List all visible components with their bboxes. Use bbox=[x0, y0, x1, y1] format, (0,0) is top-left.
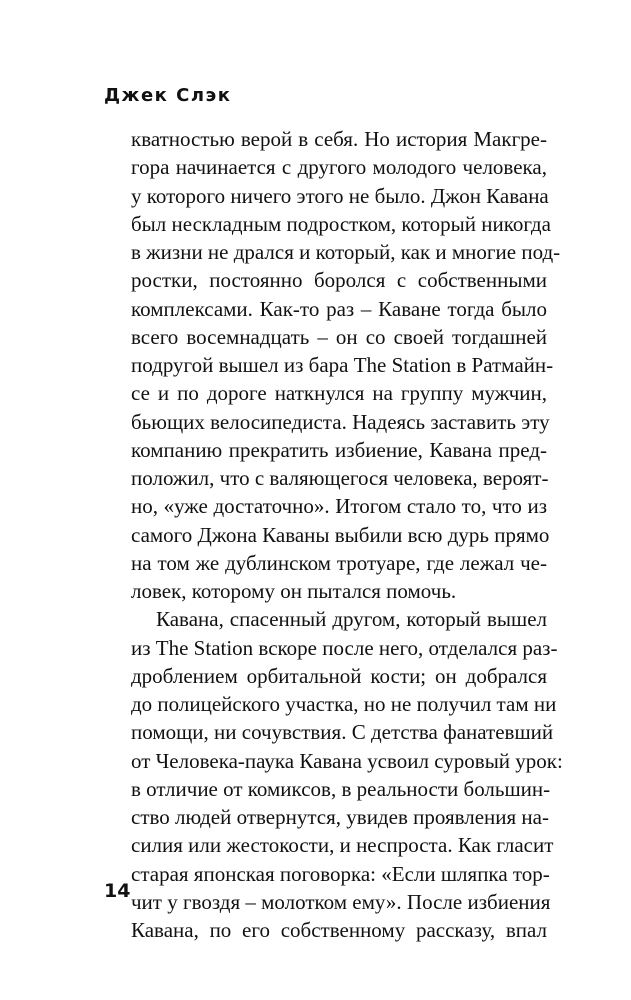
text-line: се и по дороге наткнулся на группу мужчин, bbox=[131, 381, 547, 406]
text-line: гора начинается с другого молодого человека, bbox=[131, 155, 547, 180]
text-line: самого Джона Каваны выбили всю дурь прямо bbox=[131, 522, 550, 547]
text-line: чит у гвоздя – молотком ему». После избиения bbox=[131, 889, 551, 914]
text-line: от Человека-паука Кавана усвоил суровый урок: bbox=[131, 748, 563, 773]
text-line: в отличие от комиксов, в реальности большин- bbox=[131, 776, 551, 801]
text-line: был нескладным подростком, который никогда bbox=[131, 211, 551, 236]
text-line: бьющих велосипедиста. Надеясь заставить эту bbox=[131, 409, 550, 434]
text-line: Кавана, по его собственному рассказу, впал bbox=[131, 918, 547, 942]
text-line: Кавана, спасенный другом, который вышел bbox=[156, 607, 547, 632]
paragraph-1 bbox=[131, 125, 561, 605]
text-line: у которого ничего этого не было. Джон Кавана bbox=[131, 183, 549, 208]
text-line: ловек, которому он пытался помочь. bbox=[131, 579, 457, 603]
paragraph-2 bbox=[131, 605, 563, 944]
text-line: старая японская поговорка: «Если шляпка тор- bbox=[131, 861, 550, 886]
text-line: в жизни не дрался и который, как и многие под- bbox=[131, 240, 561, 264]
text-line: помощи, ни сочувствия. С детства фанатевший bbox=[131, 720, 554, 745]
text-line: комплексами. Как-то раз – Каване тогда было bbox=[131, 296, 547, 321]
page-number: 14 bbox=[104, 880, 131, 902]
text-line: кватностью верой в себя. Но история Макгре- bbox=[131, 127, 547, 151]
text-line: из The Station вскоре после него, отделался раз- bbox=[131, 635, 558, 660]
text-line: компанию прекратить избиение, Кавана пред- bbox=[131, 437, 547, 462]
running-head: Джек Слэк bbox=[104, 85, 232, 106]
text-line: на том же дублинском тротуаре, где лежал че- bbox=[131, 550, 547, 575]
text-line: положил, что с валяющегося человека, вероят- bbox=[131, 466, 549, 490]
text-line: но, «уже достаточно». Итогом стало то, что из bbox=[131, 494, 547, 519]
text-line: ство людей отвернутся, увидев проявления на- bbox=[131, 805, 549, 829]
text-line: всего восемнадцать – он со своей тогдашней bbox=[131, 324, 547, 349]
text-line: дроблением орбитальной кости; он добрался bbox=[131, 663, 547, 688]
text-line: подругой вышел из бара The Station в Ратмайн- bbox=[131, 353, 554, 377]
body-text bbox=[131, 125, 563, 944]
text-line: до полицейского участка, но не получил там ни bbox=[131, 692, 557, 716]
text-line: ростки, постоянно боролся с собственными bbox=[131, 268, 547, 293]
text-line: силия или жестокости, и неспроста. Как гласит bbox=[131, 833, 554, 858]
